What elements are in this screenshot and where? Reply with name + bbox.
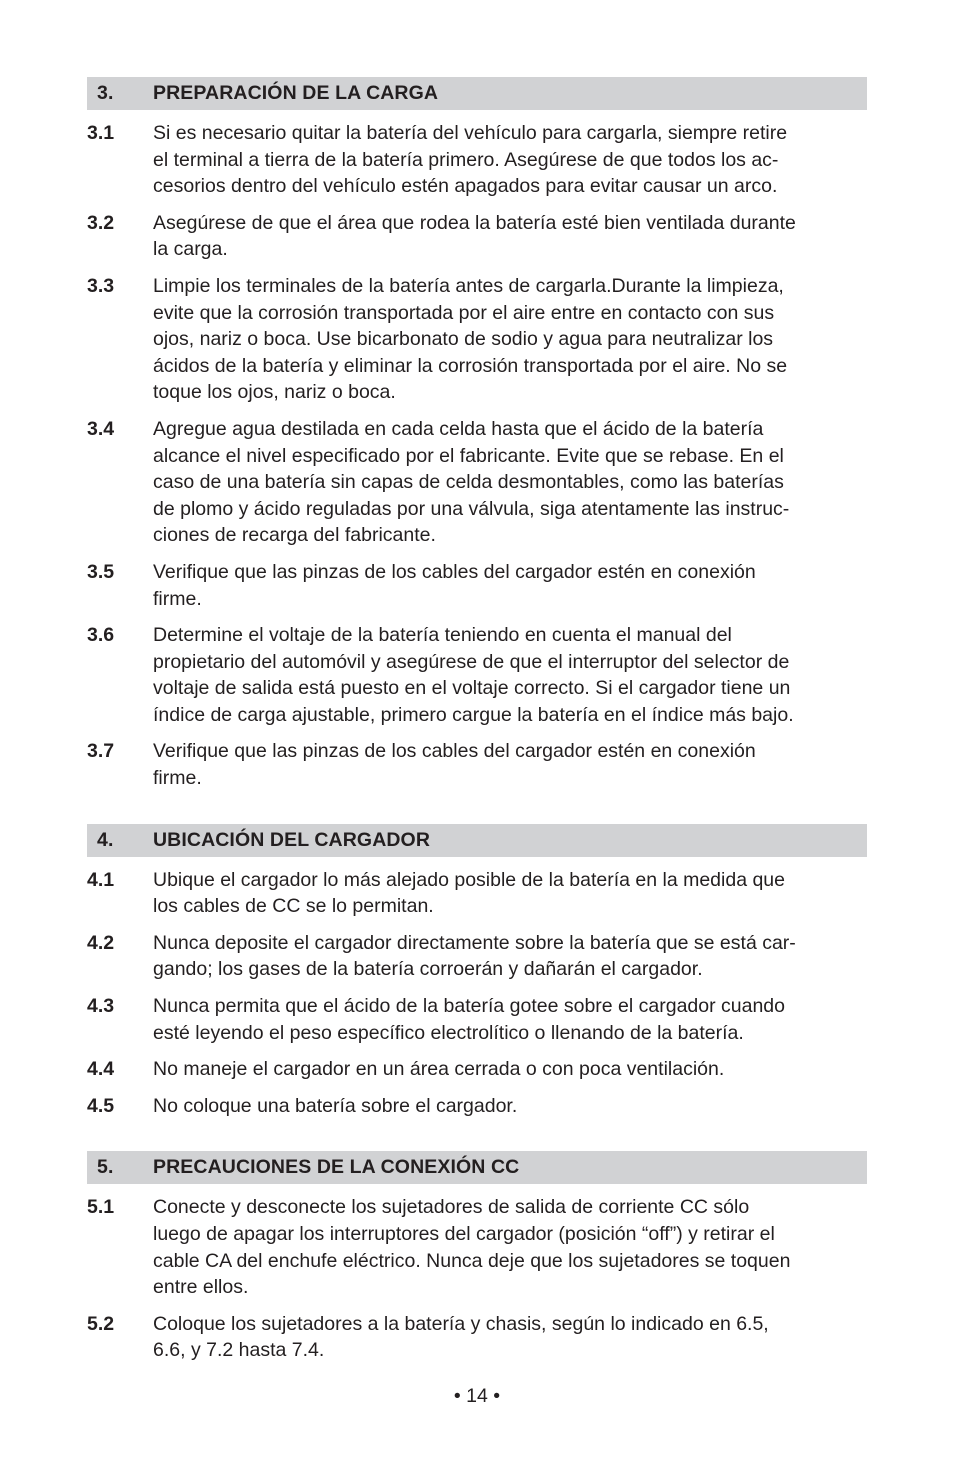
list-item <box>87 273 867 406</box>
item-number: 4.5 <box>87 1094 115 1117</box>
list-item <box>87 210 867 263</box>
item-number: 3.1 <box>87 122 115 144</box>
list-item <box>87 930 867 983</box>
item-number: 4.2 <box>87 931 115 954</box>
item-text: Agregue agua destilada en cada celda hasta que el ácido de la batería alcance el nivel especificado por el fabricante. Evite que se rebase. En el caso de una batería sin capas de celda desmontables, como las baterías de plomo y ácido reguladas por una válvula, siga atentamente las instruc- ciones de recarga del fabricante. <box>153 417 790 547</box>
item-text: Si es necesario quitar la batería del vehículo para cargarla, siempre retire el terminal a tierra de la batería primero. Asegúrese de que todos los ac- cesorios dentro del vehículo estén apagados para evitar causar un arco. <box>153 122 788 198</box>
item-text: Verifique que las pinzas de los cables del cargador estén en conexión firme. <box>153 560 756 610</box>
section-5 <box>87 1151 867 1364</box>
list-item <box>87 416 867 549</box>
list-item <box>87 622 867 728</box>
item-text: No coloque una batería sobre el cargador. <box>153 1094 518 1117</box>
item-text: Conecte y desconecte los sujetadores de salida de corriente CC sólo luego de apagar los interruptores del cargador (posición “off”) y retirar el cable CA del enchufe eléctrico. Nunca deje que los sujetadores se toquen entre ellos. <box>153 1196 791 1299</box>
section-title: PREPARACIÓN DE LA CARGA <box>153 82 439 104</box>
item-text: No maneje el cargador en un área cerrada o con poca ventilación. <box>153 1058 725 1081</box>
item-number: 3.6 <box>87 624 115 647</box>
section-header <box>87 77 867 110</box>
item-number: 4.4 <box>87 1058 115 1081</box>
item-number: 5.2 <box>87 1312 115 1335</box>
section-title: UBICACIÓN DEL CARGADOR <box>153 828 431 851</box>
item-number: 3.4 <box>87 417 115 440</box>
section-title: PRECAUCIONES DE LA CONEXIÓN CC <box>153 1156 520 1179</box>
item-text: Nunca permita que el ácido de la batería gotee sobre el cargador cuando esté leyendo el peso específico electrolítico o llenando de la batería. <box>153 995 785 1044</box>
item-text: Determine el voltaje de la batería teniendo en cuenta el manual del propietario del automóvil y asegúrese de que el interruptor del selector de voltaje de salida está puesto en el voltaje correcto. Si el cargador tiene un índice de carga ajustable, primero cargue la batería en el índice más bajo. <box>153 624 794 726</box>
item-text: Nunca deposite el cargador directamente sobre la batería que se está car- gando; los gases de la batería corroerán y dañarán el cargador. <box>153 931 796 981</box>
list-item <box>87 1194 867 1300</box>
list-item <box>87 1093 867 1120</box>
item-number: 4.1 <box>87 868 115 891</box>
item-text: Asegúrese de que el área que rodea la batería esté bien ventilada durante la carga. <box>153 211 796 261</box>
item-text: Ubique el cargador lo más alejado posible de la batería en la medida que los cables de CC se lo permitan. <box>153 868 785 918</box>
item-number: 3.2 <box>87 211 115 234</box>
section-number: 5. <box>97 1156 114 1179</box>
list-item <box>87 559 867 612</box>
section-number: 4. <box>97 828 114 851</box>
section-3 <box>87 77 867 792</box>
item-number: 3.7 <box>87 740 115 763</box>
section-4 <box>87 824 867 1120</box>
item-text: Limpie los terminales de la batería antes de cargarla.Durante la limpieza, evite que la corrosión transportada por el aire entre en contacto con sus ojos, nariz o boca. Use bicarbonato de sodio y agua para neutralizar los ácidos de la batería y eliminar la corrosión transportada por el aire. No se toque los ojos, nariz o boca. <box>153 274 788 404</box>
list-item <box>87 120 867 200</box>
section-number: 3. <box>97 82 114 104</box>
item-text: Verifique que las pinzas de los cables del cargador estén en conexión firme. <box>153 740 756 790</box>
section-spacer <box>87 1119 867 1151</box>
section-header <box>87 1151 867 1184</box>
page-number: • 14 • <box>453 1385 501 1407</box>
list-item <box>87 1311 867 1364</box>
item-number: 3.3 <box>87 274 115 297</box>
list-item <box>87 738 867 791</box>
page-content <box>87 77 867 1364</box>
item-text: Coloque los sujetadores a la batería y chasis, según lo indicado en 6.5, 6.6, y 7.2 hasta 7.4. <box>153 1312 769 1362</box>
list-item <box>87 993 867 1046</box>
list-item <box>87 867 867 920</box>
item-number: 3.5 <box>87 560 115 583</box>
list-item <box>87 1056 867 1083</box>
section-header <box>87 824 867 857</box>
item-number: 5.1 <box>87 1196 115 1219</box>
section-spacer <box>87 792 867 824</box>
item-number: 4.3 <box>87 995 115 1018</box>
